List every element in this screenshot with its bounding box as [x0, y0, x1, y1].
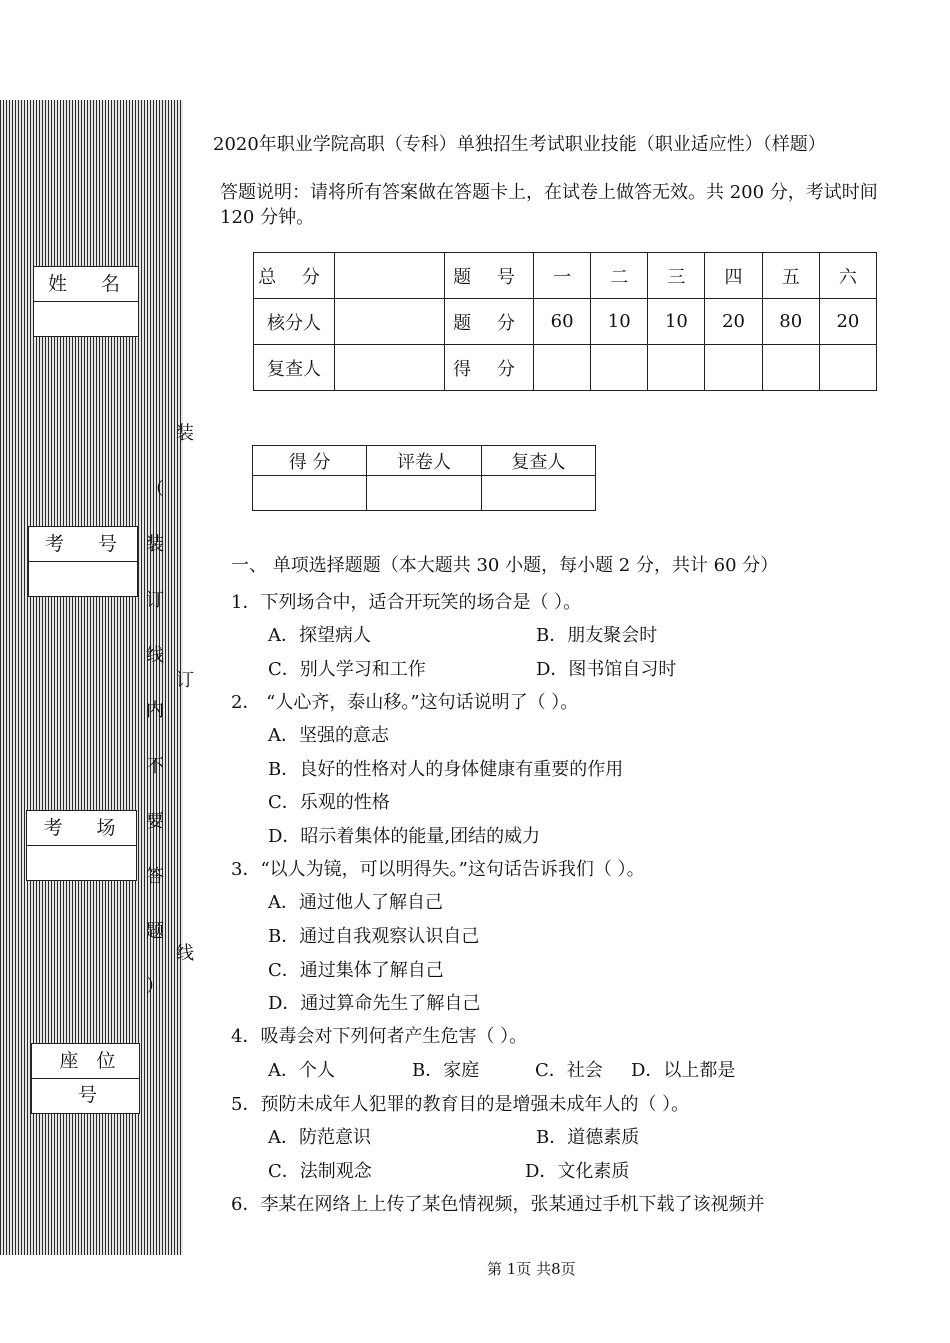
binding-char: 内	[146, 700, 164, 721]
score-cell: 一	[534, 253, 591, 299]
score-cell: 80	[762, 299, 819, 345]
exam-title: 2020年职业学院高职（专科）单独招生考试职业技能（职业适应性）（样题）	[213, 134, 826, 155]
option-b: B．良好的性格对人的身体健康有重要的作用	[268, 759, 624, 780]
exam-room-label: 考 场	[27, 811, 136, 846]
binding-char: 装	[146, 534, 164, 555]
score-cell: 复查人	[254, 345, 335, 391]
score-cell[interactable]	[335, 345, 445, 391]
binding-char: 订	[146, 590, 164, 611]
score-cell[interactable]	[705, 345, 762, 391]
option-a: A．防范意识	[268, 1127, 371, 1148]
question-stem: 5．预防未成年人犯罪的教育目的是增强未成年人的（ ）。	[231, 1094, 690, 1115]
binding-char: 装	[176, 423, 194, 444]
binding-char: 订	[176, 670, 194, 691]
score-cell: 总 分	[254, 253, 335, 299]
score-cell[interactable]	[335, 253, 445, 299]
option-b: B．家庭	[412, 1060, 480, 1081]
option-d: D．文化素质	[525, 1161, 630, 1182]
name-field-label: 姓 名	[34, 267, 138, 302]
grader-table-header	[253, 446, 596, 476]
score-cell: 三	[648, 253, 705, 299]
score-cell: 得 分	[445, 345, 534, 391]
question-stem: 2． “人心齐，泰山移。”这句话说明了（ ）。	[231, 692, 579, 713]
score-cell: 10	[591, 299, 648, 345]
grader-table	[252, 445, 596, 511]
binding-char: 线	[176, 943, 194, 964]
question-stem: 4．吸毒会对下列何者产生危害（ ）。	[231, 1026, 528, 1047]
binding-char: 要	[146, 811, 164, 832]
binding-char: 答	[146, 866, 164, 887]
grader-header-cell: 复查人	[481, 446, 595, 476]
binding-char: ）	[146, 976, 164, 997]
score-cell: 20	[705, 299, 762, 345]
score-cell[interactable]	[819, 345, 876, 391]
score-cell: 10	[648, 299, 705, 345]
score-cell: 20	[819, 299, 876, 345]
option-a: A．通过他人了解自己	[268, 892, 443, 913]
score-cell[interactable]	[762, 345, 819, 391]
option-b: B．道德素质	[536, 1127, 640, 1148]
score-cell[interactable]	[534, 345, 591, 391]
score-table-row	[254, 253, 877, 299]
section-heading: 一、 单项选择题题（本大题共 30 小题，每小题 2 分，共计 60 分）	[231, 555, 779, 576]
score-table-row	[254, 299, 877, 345]
binding-char: 线	[146, 645, 164, 666]
option-c: C．乐观的性格	[268, 792, 390, 813]
score-cell: 四	[705, 253, 762, 299]
exam-room-value[interactable]	[27, 846, 136, 880]
binding-char: （	[146, 479, 164, 500]
binding-char: 题	[146, 921, 164, 942]
score-cell: 二	[591, 253, 648, 299]
page-number: 第 1页 共8页	[487, 1260, 576, 1278]
question-stem: 6．李某在网络上上传了某色情视频，张某通过手机下载了该视频并	[231, 1194, 765, 1215]
question-stem: 3．“以人为镜，可以明得失。”这句话告诉我们（ ）。	[231, 859, 645, 880]
score-cell: 60	[534, 299, 591, 345]
option-d: D．昭示着集体的能量,团结的威力	[268, 826, 541, 847]
option-a: A．个人	[268, 1060, 335, 1081]
grader-input-cell[interactable]	[367, 476, 481, 511]
option-d: D．以上都是	[631, 1060, 736, 1081]
option-c: C．通过集体了解自己	[268, 960, 444, 981]
option-a: A．坚强的意志	[268, 725, 389, 746]
exam-number-value[interactable]	[29, 562, 137, 596]
score-cell: 题 分	[445, 299, 534, 345]
exam-room-box	[26, 810, 137, 881]
score-cell[interactable]	[648, 345, 705, 391]
option-d: D．通过算命先生了解自己	[268, 993, 481, 1014]
option-c: C．法制观念	[268, 1161, 372, 1182]
option-b: B．朋友聚会时	[536, 625, 658, 646]
name-field-box	[33, 266, 139, 337]
option-c: C．社会	[535, 1060, 603, 1081]
score-cell: 六	[819, 253, 876, 299]
score-table-row	[254, 345, 877, 391]
exam-instructions: 答题说明：请将所有答案做在答题卡上，在试卷上做答无效。共 200 分，考试时间 120 分钟。	[220, 182, 878, 228]
exam-number-label: 考 号	[29, 527, 137, 562]
score-cell[interactable]	[335, 299, 445, 345]
option-c: C．别人学习和工作	[268, 659, 426, 680]
score-cell[interactable]	[591, 345, 648, 391]
binding-char: 不	[146, 756, 164, 777]
score-cell: 核分人	[254, 299, 335, 345]
exam-number-box	[28, 526, 138, 597]
score-table	[253, 252, 877, 391]
grader-table-row	[253, 476, 596, 511]
score-cell: 五	[762, 253, 819, 299]
seat-number-box	[31, 1043, 140, 1114]
name-field-value[interactable]	[34, 302, 138, 336]
grader-header-cell: 得 分	[253, 446, 367, 476]
grader-input-cell[interactable]	[481, 476, 595, 511]
option-d: D．图书馆自习时	[536, 659, 677, 680]
option-b: B．通过自我观察认识自己	[268, 926, 480, 947]
seat-number-label: 座 位 号	[32, 1044, 139, 1079]
grader-input-cell[interactable]	[253, 476, 367, 511]
option-a: A．探望病人	[268, 625, 371, 646]
question-stem: 1．下列场合中，适合开玩笑的场合是（ ）。	[231, 592, 582, 613]
grader-header-cell: 评卷人	[367, 446, 481, 476]
score-cell: 题 号	[445, 253, 534, 299]
